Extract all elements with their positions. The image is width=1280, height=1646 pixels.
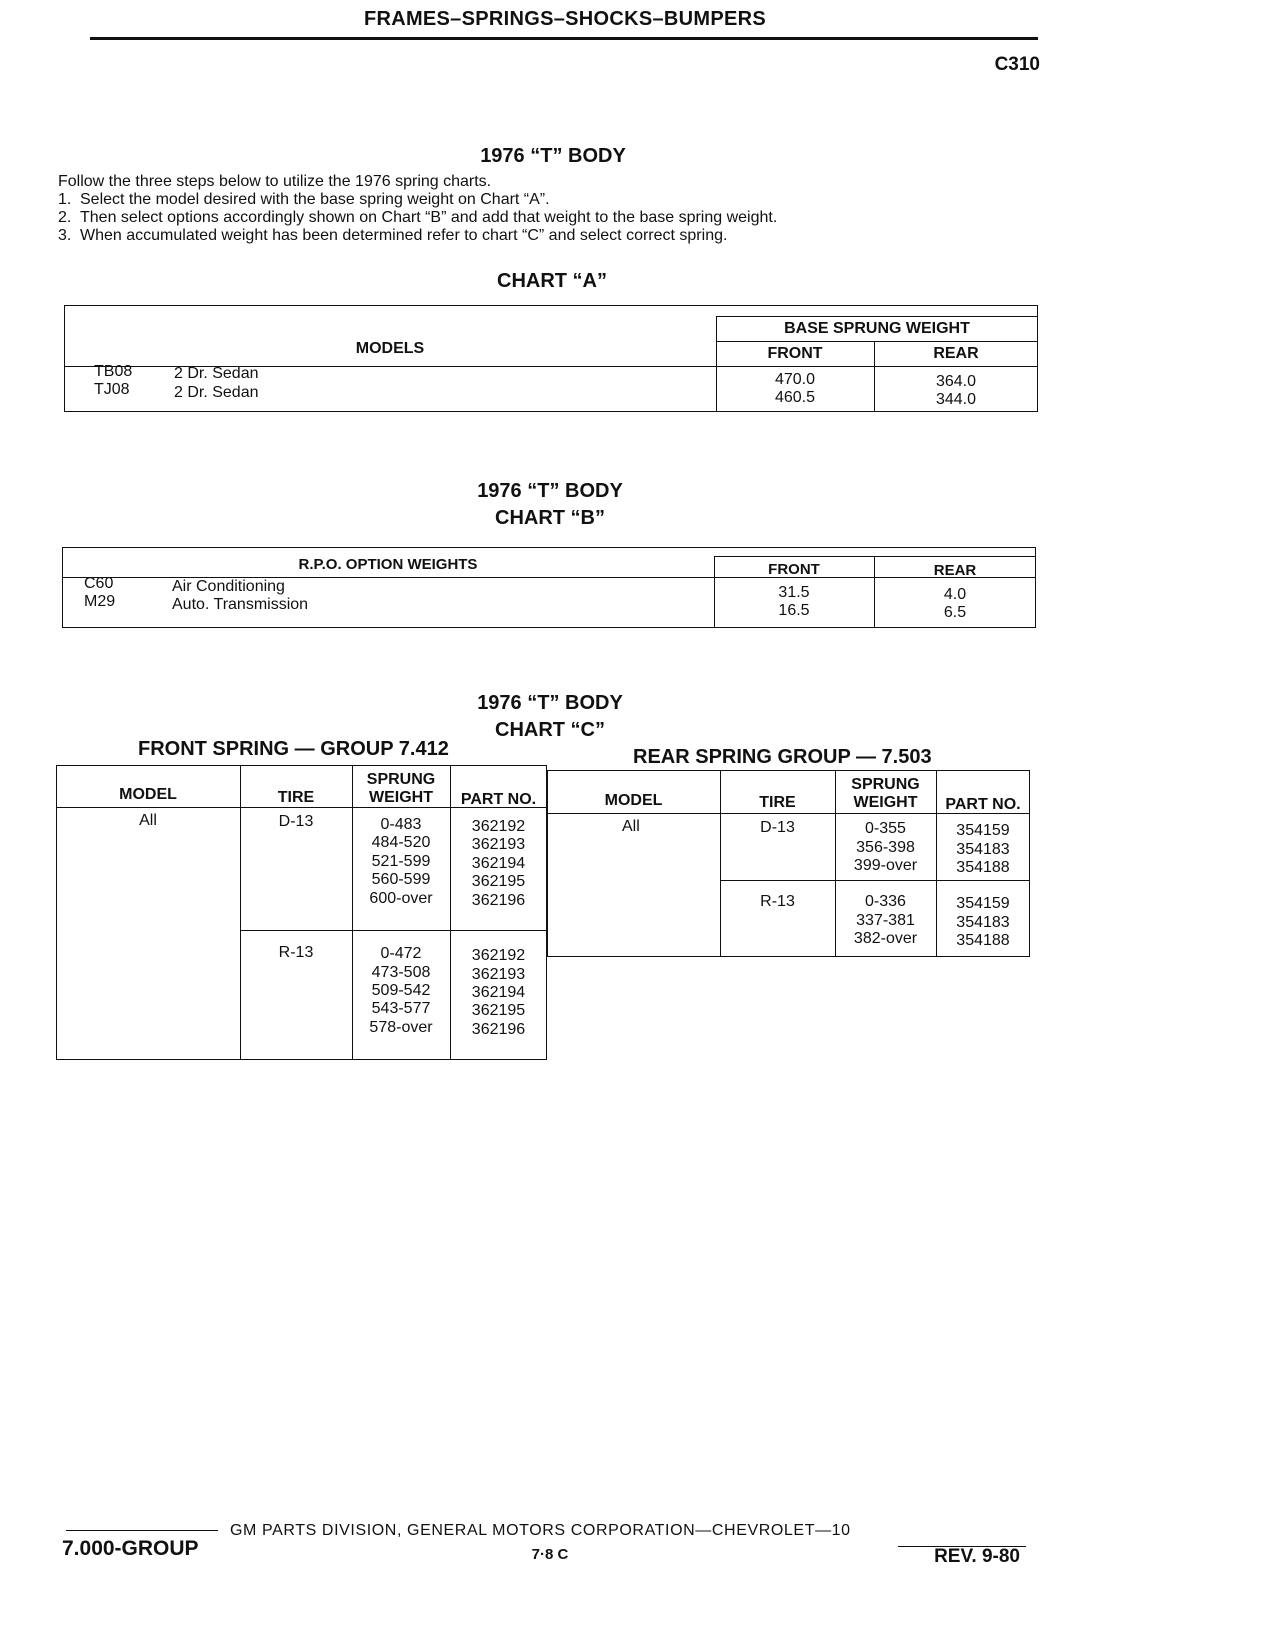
- weight-range: 0-336: [865, 893, 906, 910]
- front-header: FRONT: [767, 345, 823, 362]
- front-table-rule: [240, 930, 547, 931]
- front-table-divider: [240, 765, 241, 1060]
- part-number: 354159: [956, 822, 1010, 839]
- chart-a-title: CHART “A”: [497, 270, 607, 292]
- part-number: 354188: [956, 932, 1010, 949]
- weight-range: 560-599: [371, 871, 431, 888]
- step-number: 3.: [58, 227, 72, 244]
- body-title: 1976 “T” BODY: [480, 145, 626, 167]
- option-description: Air Conditioning: [172, 578, 285, 595]
- option-code: C60: [84, 575, 114, 592]
- front-weight: 460.5: [774, 389, 816, 406]
- rear-header: REAR: [933, 345, 979, 362]
- page-code: C310: [994, 54, 1040, 75]
- weight-range: 0-483: [380, 816, 422, 833]
- tire-value: R-13: [278, 944, 314, 961]
- step-number: 1.: [58, 191, 72, 208]
- rear-weight: 4.0: [943, 586, 967, 603]
- rear-weight: 6.5: [943, 604, 967, 621]
- rear-header: REAR: [933, 562, 977, 579]
- sprung-header: SPRUNG: [366, 771, 436, 788]
- model-code: TB08: [94, 363, 133, 380]
- weight-range: 399-over: [853, 857, 918, 874]
- header-rule: [90, 37, 1038, 40]
- weight-range: 543-577: [371, 1000, 431, 1017]
- model-value: All: [139, 812, 157, 829]
- weight-range: 0-472: [380, 945, 422, 962]
- part-number: 354159: [956, 895, 1010, 912]
- footer-rule: [66, 1530, 218, 1531]
- tire-header: TIRE: [277, 789, 315, 806]
- tire-value: D-13: [760, 819, 795, 836]
- option-description: Auto. Transmission: [172, 596, 309, 613]
- footer-publisher: GM PARTS DIVISION, GENERAL MOTORS CORPORATION—CHEVROLET—10: [230, 1522, 851, 1539]
- part-number: 362196: [471, 892, 526, 909]
- part-number: 362194: [471, 984, 526, 1001]
- step-1: [58, 191, 777, 209]
- chart-a-rule: [716, 341, 1038, 342]
- step-3: [58, 227, 777, 245]
- model-header: MODEL: [604, 792, 663, 809]
- chart-b-title: CHART “B”: [495, 507, 605, 529]
- rear-weight: 344.0: [935, 391, 977, 408]
- part-number: 362192: [471, 818, 526, 835]
- model-value: All: [622, 818, 640, 835]
- part-no-header: PART NO.: [945, 796, 1021, 813]
- page-section-title: FRAMES–SPRINGS–SHOCKS–BUMPERS: [363, 8, 767, 30]
- tire-value: D-13: [278, 813, 314, 830]
- part-number: 362192: [471, 947, 526, 964]
- chart-a-rule: [716, 316, 1038, 317]
- part-number: 362193: [471, 836, 526, 853]
- weight-range: 337-381: [856, 912, 915, 929]
- step-text: Then select options accordingly shown on Chart “B” and add that weight to the base spring weight.: [80, 209, 778, 226]
- weight-range: 0-355: [865, 820, 906, 837]
- part-number: 354188: [956, 859, 1010, 876]
- instructions: [58, 173, 777, 245]
- model-header: MODEL: [119, 786, 177, 803]
- footer-group: 7.000-GROUP: [62, 1537, 199, 1560]
- part-number: 354183: [956, 914, 1010, 931]
- weight-range: 600-over: [369, 890, 433, 907]
- model-description: 2 Dr. Sedan: [174, 365, 259, 382]
- part-number: 354183: [956, 841, 1010, 858]
- models-header: MODELS: [355, 340, 425, 357]
- front-spring-title: FRONT SPRING — GROUP 7.412: [138, 738, 449, 760]
- step-number: 2.: [58, 209, 72, 226]
- base-sprung-weight-header: BASE SPRUNG WEIGHT: [784, 320, 970, 337]
- step-text: When accumulated weight has been determined refer to chart “C” and select correct spring.: [80, 227, 728, 244]
- model-code: TJ08: [94, 381, 130, 398]
- step-text: Select the model desired with the base spring weight on Chart “A”.: [80, 191, 550, 208]
- intro-text: Follow the three steps below to utilize the 1976 spring charts.: [58, 173, 492, 190]
- rear-spring-title: REAR SPRING GROUP — 7.503: [633, 746, 932, 768]
- model-description: 2 Dr. Sedan: [174, 384, 259, 401]
- tire-value: R-13: [760, 893, 795, 910]
- front-weight: 31.5: [778, 584, 810, 601]
- front-header: FRONT: [768, 561, 820, 578]
- option-code: M29: [84, 593, 116, 610]
- step-2: [58, 209, 777, 227]
- weight-range: 578-over: [369, 1019, 433, 1036]
- part-number: 362193: [471, 966, 526, 983]
- footer-revision: REV. 9-80: [934, 1546, 1020, 1567]
- chart-b-rule: [714, 556, 1036, 557]
- part-number: 362194: [471, 855, 526, 872]
- part-number: 362195: [471, 1002, 526, 1019]
- weight-range: 484-520: [371, 834, 431, 851]
- chart-c-title: CHART “C”: [495, 719, 605, 741]
- part-no-header: PART NO.: [460, 791, 537, 808]
- tire-header: TIRE: [759, 794, 796, 811]
- weight-header: WEIGHT: [369, 789, 433, 806]
- rpo-option-weights-header: R.P.O. OPTION WEIGHTS: [298, 556, 478, 573]
- weight-range: 521-599: [371, 853, 431, 870]
- footer-page-number: 7·8 C: [531, 1546, 569, 1563]
- rear-weight: 364.0: [935, 373, 977, 390]
- part-number: 362195: [471, 873, 526, 890]
- sprung-header: SPRUNG: [851, 776, 920, 793]
- part-number: 362196: [471, 1021, 526, 1038]
- weight-header: WEIGHT: [853, 794, 918, 811]
- rear-table-rule: [720, 880, 1030, 881]
- weight-range: 356-398: [856, 839, 915, 856]
- weight-range: 473-508: [371, 964, 431, 981]
- front-weight: 16.5: [778, 602, 810, 619]
- chart-b-body-title: 1976 “T” BODY: [477, 480, 623, 502]
- weight-range: 382-over: [853, 930, 918, 947]
- weight-range: 509-542: [371, 982, 431, 999]
- front-weight: 470.0: [774, 371, 816, 388]
- chart-c-body-title: 1976 “T” BODY: [477, 692, 623, 714]
